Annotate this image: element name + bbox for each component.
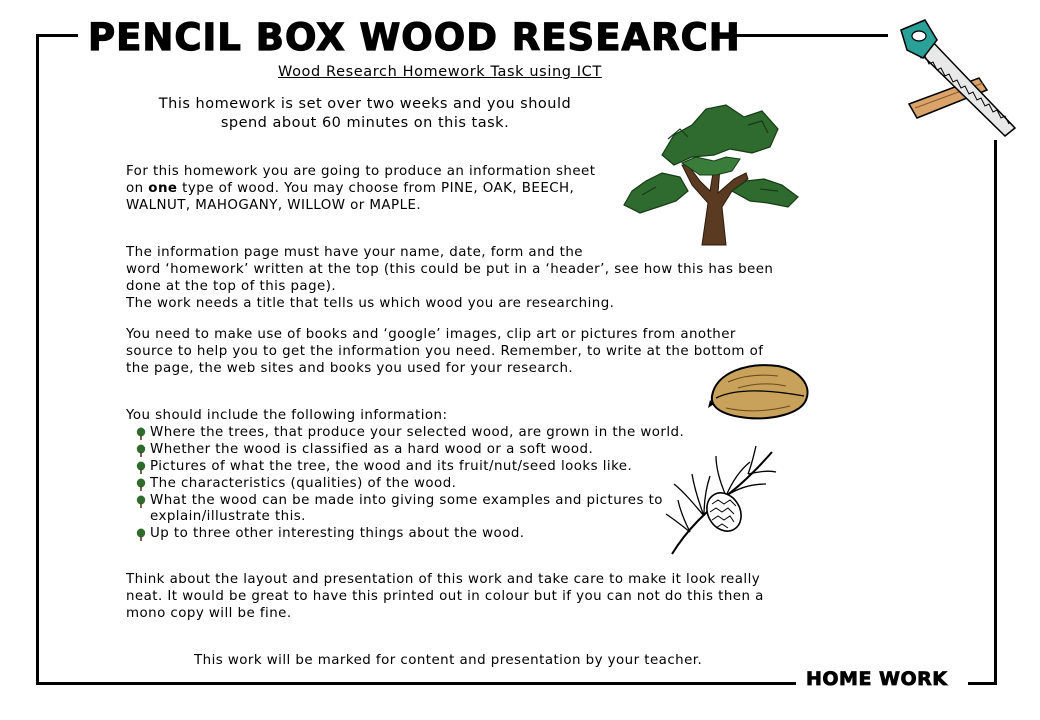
frame-bottom-right: [968, 682, 996, 685]
text-line: Think about the layout and presentation of this work and take care to make it look really: [126, 572, 761, 587]
text-line: You need to make use of books and ‘google’ images, clip art or pictures from another: [126, 327, 736, 342]
walnut-icon: [708, 360, 812, 422]
closing-note: This work will be marked for content and presentation by your teacher.: [194, 653, 703, 668]
homework-footer-label: HOME WORK: [806, 668, 948, 690]
intro-text: [130, 95, 600, 133]
bullet-tree-icon: [136, 427, 146, 440]
intro-line: This homework is set over two weeks and you should: [158, 96, 572, 112]
information-list: [126, 425, 684, 543]
saw-icon: [895, 16, 1020, 138]
list-item: Up to three other interesting things about the wood.: [136, 526, 684, 543]
pine-cone-icon: [664, 444, 780, 556]
page-title: PENCIL BOX WOOD RESEARCH: [88, 16, 741, 59]
frame-right: [994, 140, 997, 685]
text-line: The information page must have your name, date, form and the: [126, 245, 583, 260]
list-item: What the wood can be made into giving some examples and pictures to explain/illustrate this.: [136, 493, 684, 527]
bullet-tree-icon: [136, 528, 146, 541]
intro-line: spend about 60 minutes on this task.: [220, 115, 510, 131]
frame-left: [36, 34, 39, 685]
list-item: Where the trees, that produce your selected wood, are grown in the world.: [136, 425, 684, 442]
bullet-tree-icon: [136, 461, 146, 474]
subtitle: Wood Research Homework Task using ICT: [278, 64, 602, 80]
text-line: mono copy will be fine.: [126, 605, 292, 621]
text-line: word ‘homework’ written at the top (this could be put in a ‘header’, see how this has been: [126, 261, 774, 277]
bullet-tree-icon: [136, 444, 146, 457]
text-line: neat. It would be great to have this printed out in colour but if you can not do this then a: [126, 588, 764, 604]
text-line: source to help you to get the information you need. Remember, to write at the bottom of: [126, 343, 764, 359]
frame-bottom: [36, 682, 796, 685]
information-list-section: [126, 408, 684, 543]
list-item: Whether the wood is classified as a hard wood or a soft wood.: [136, 442, 684, 459]
paragraph-sources: [126, 327, 763, 378]
list-item: The characteristics (qualities) of the wood.: [136, 476, 684, 493]
text-line: done at the top of this page).: [126, 278, 337, 294]
text-line: on one type of wood. You may choose from PINE, OAK, BEECH,: [126, 180, 575, 196]
text-line: For this homework you are going to produce an information sheet: [126, 164, 596, 179]
text-line: WALNUT, MAHOGANY, WILLOW or MAPLE.: [126, 197, 422, 213]
frame-top-left: [38, 34, 78, 37]
paragraph-presentation: [126, 572, 764, 623]
list-item: Pictures of what the tree, the wood and its fruit/nut/seed looks like.: [136, 459, 684, 476]
list-intro: You should include the following information:: [126, 408, 448, 423]
text-line: The work needs a title that tells us which wood you are researching.: [126, 295, 615, 311]
paragraph-wood-choice: [126, 164, 595, 215]
paragraph-page-requirements: [126, 245, 773, 313]
tree-icon: [622, 95, 802, 247]
text-line: the page, the web sites and books you used for your research.: [126, 360, 574, 376]
bullet-tree-icon: [136, 478, 146, 491]
bullet-tree-icon: [136, 495, 146, 508]
